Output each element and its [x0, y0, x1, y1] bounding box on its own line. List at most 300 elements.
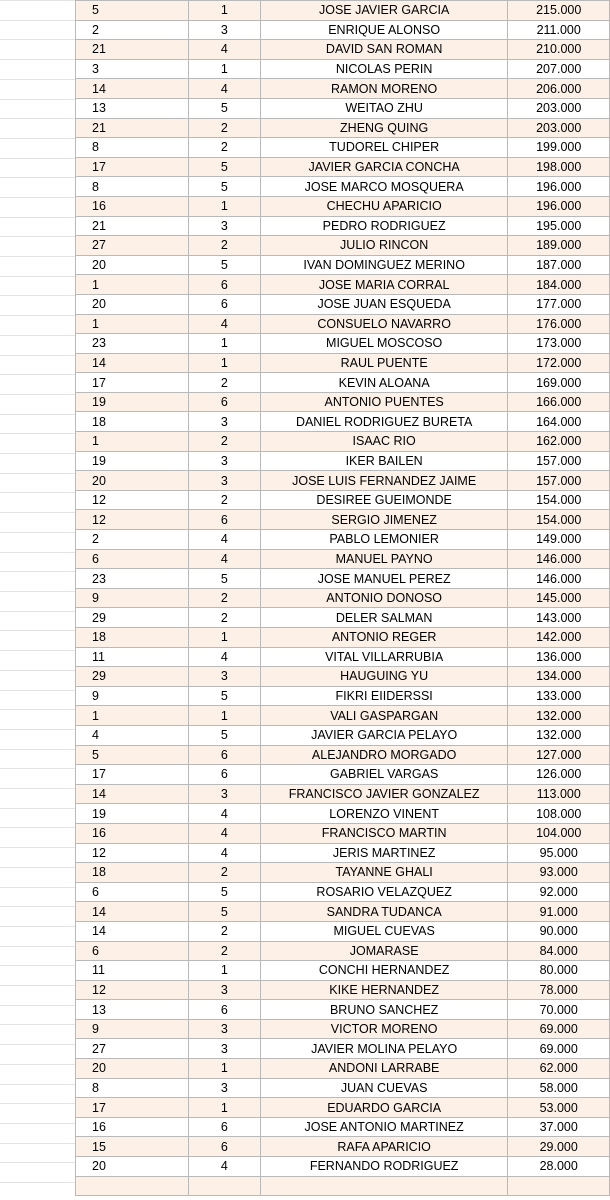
cell-player-name[interactable]: ANTONIO DONOSO [260, 588, 508, 608]
cell-table[interactable]: 1 [188, 1098, 260, 1118]
cell-player-name[interactable]: WEITAO ZHU [260, 98, 508, 118]
cell-group[interactable]: 12 [76, 843, 189, 863]
cell-group[interactable]: 18 [76, 412, 189, 432]
cell-points[interactable]: 133.000 [508, 686, 610, 706]
cell-player-name[interactable]: KIKE HERNANDEZ [260, 980, 508, 1000]
table-row [76, 373, 610, 393]
table-row [76, 471, 610, 491]
cell-player-name[interactable]: VALI GASPARGAN [260, 706, 508, 726]
cell-points[interactable]: 91.000 [508, 902, 610, 922]
cell-group[interactable]: 5 [76, 1, 189, 21]
cell-points[interactable]: 37.000 [508, 1117, 610, 1137]
cell-player-name[interactable]: JOSE MARIA CORRAL [260, 275, 508, 295]
table-row [76, 588, 610, 608]
cell-group[interactable]: 13 [76, 1000, 189, 1020]
cell-group[interactable]: 6 [76, 882, 189, 902]
cell-player-name[interactable]: ROSARIO VELAZQUEZ [260, 882, 508, 902]
cell-group[interactable]: 3 [76, 59, 189, 79]
table-row [76, 530, 610, 550]
cell-table[interactable]: 6 [188, 745, 260, 765]
cell-player-name[interactable]: FIKRI EIIDERSSI [260, 686, 508, 706]
cell-player-name[interactable]: ANTONIO REGER [260, 628, 508, 648]
cell-group[interactable]: 17 [76, 1098, 189, 1118]
table-row [76, 549, 610, 569]
cell-points[interactable]: 95.000 [508, 843, 610, 863]
cell-points[interactable]: 69.000 [508, 1019, 610, 1039]
cell-points[interactable]: 93.000 [508, 863, 610, 883]
cell-points[interactable]: 199.000 [508, 138, 610, 158]
cell-player-name[interactable]: ANDONI LARRABE [260, 1059, 508, 1079]
cell-group[interactable]: 9 [76, 1019, 189, 1039]
cell-table[interactable]: 2 [188, 118, 260, 138]
table-row [76, 412, 610, 432]
cell-group[interactable]: 23 [76, 334, 189, 354]
table-row [76, 921, 610, 941]
table-row [76, 157, 610, 177]
cell-group[interactable]: 9 [76, 686, 189, 706]
cell-points[interactable]: 69.000 [508, 1039, 610, 1059]
cell-table[interactable]: 6 [188, 765, 260, 785]
cell-points[interactable]: 196.000 [508, 177, 610, 197]
cell-table[interactable]: 2 [188, 432, 260, 452]
cell-group[interactable]: 17 [76, 373, 189, 393]
cell-player-name[interactable]: CONCHI HERNANDEZ [260, 961, 508, 981]
table-row [76, 138, 610, 158]
table-row [76, 275, 610, 295]
cell-points[interactable]: 154.000 [508, 510, 610, 530]
cell-player-name[interactable]: FERNANDO RODRIGUEZ [260, 1157, 508, 1177]
table-row [76, 510, 610, 530]
cell-points[interactable]: 164.000 [508, 412, 610, 432]
cell-points[interactable]: 184.000 [508, 275, 610, 295]
cell-table[interactable]: 3 [188, 1039, 260, 1059]
table-row [76, 1117, 610, 1137]
cell-group[interactable]: 21 [76, 40, 189, 60]
cell-table[interactable]: 6 [188, 275, 260, 295]
table-row [76, 1078, 610, 1098]
cell-player-name[interactable]: VITAL VILLARRUBIA [260, 647, 508, 667]
cell-group[interactable]: 8 [76, 1078, 189, 1098]
cell-table[interactable]: 3 [188, 1019, 260, 1039]
cell-group[interactable]: 12 [76, 490, 189, 510]
cell-group[interactable]: 17 [76, 157, 189, 177]
table-row [76, 1059, 610, 1079]
table-row [76, 255, 610, 275]
cell-player-name[interactable]: JUAN CUEVAS [260, 1078, 508, 1098]
cell-player-name[interactable]: LORENZO VINENT [260, 804, 508, 824]
cell-player-name[interactable]: JAVIER MOLINA PELAYO [260, 1039, 508, 1059]
cell-points[interactable]: 134.000 [508, 667, 610, 687]
cell-table[interactable]: 1 [188, 196, 260, 216]
cell-group[interactable]: 11 [76, 647, 189, 667]
cell-table[interactable]: 6 [188, 510, 260, 530]
cell-player-name[interactable]: JERIS MARTINEZ [260, 843, 508, 863]
table-row [76, 98, 610, 118]
cell-points[interactable]: 80.000 [508, 961, 610, 981]
cell-table[interactable]: 1 [188, 628, 260, 648]
cell-points[interactable]: 210.000 [508, 40, 610, 60]
cell-table[interactable]: 5 [188, 177, 260, 197]
cell-points[interactable]: 146.000 [508, 549, 610, 569]
cell-table[interactable]: 2 [188, 236, 260, 256]
table-row [76, 961, 610, 981]
cell-group[interactable]: 21 [76, 118, 189, 138]
ranking-table-body [76, 1, 610, 1196]
cell-group[interactable]: 19 [76, 392, 189, 412]
table-row [76, 569, 610, 589]
cell-table[interactable]: 6 [188, 392, 260, 412]
cell-group[interactable]: 23 [76, 569, 189, 589]
table-row [76, 177, 610, 197]
cell-points[interactable]: 172.000 [508, 353, 610, 373]
cell-table[interactable]: 2 [188, 490, 260, 510]
cell-player-name[interactable]: VICTOR MORENO [260, 1019, 508, 1039]
cell-points[interactable]: 92.000 [508, 882, 610, 902]
cell-group[interactable]: 16 [76, 1117, 189, 1137]
cell-table[interactable]: 5 [188, 569, 260, 589]
cell-group[interactable]: 14 [76, 902, 189, 922]
cell-player-name[interactable]: JOSE JAVIER GARCIA [260, 1, 508, 21]
cell-table[interactable]: 3 [188, 784, 260, 804]
table-row [76, 902, 610, 922]
cell-points[interactable]: 203.000 [508, 98, 610, 118]
cell-group[interactable]: 8 [76, 177, 189, 197]
table-row [76, 706, 610, 726]
cell-group[interactable]: 9 [76, 588, 189, 608]
cell-player-name[interactable]: JOMARASE [260, 941, 508, 961]
cell-points[interactable]: 176.000 [508, 314, 610, 334]
table-row [76, 647, 610, 667]
cell-points[interactable]: 145.000 [508, 588, 610, 608]
cell-points[interactable]: 53.000 [508, 1098, 610, 1118]
cell-points[interactable]: 162.000 [508, 432, 610, 452]
cell-player-name[interactable]: JULIO RINCON [260, 236, 508, 256]
cell-points[interactable]: 29.000 [508, 1137, 610, 1157]
cell-table[interactable]: 4 [188, 314, 260, 334]
cell-points[interactable]: 146.000 [508, 569, 610, 589]
cell-table[interactable]: 4 [188, 1157, 260, 1177]
cell-points[interactable]: 143.000 [508, 608, 610, 628]
cell-points[interactable]: 84.000 [508, 941, 610, 961]
cell-table[interactable]: 1 [188, 353, 260, 373]
cell-player-name[interactable]: PEDRO RODRIGUEZ [260, 216, 508, 236]
cell-player-name[interactable]: JOSE MANUEL PEREZ [260, 569, 508, 589]
cell-points[interactable]: 215.000 [508, 1, 610, 21]
cell-player-name[interactable]: RAUL PUENTE [260, 353, 508, 373]
cell-group[interactable]: 6 [76, 941, 189, 961]
cell-table[interactable]: 2 [188, 373, 260, 393]
cell-table[interactable]: 4 [188, 804, 260, 824]
cell-player-name[interactable]: PABLO LEMONIER [260, 530, 508, 550]
cell-points[interactable]: 132.000 [508, 706, 610, 726]
table-row [76, 941, 610, 961]
cell-player-name[interactable]: DANIEL RODRIGUEZ BURETA [260, 412, 508, 432]
cell-group[interactable]: 14 [76, 921, 189, 941]
table-row [76, 118, 610, 138]
cell-table[interactable]: 6 [188, 1137, 260, 1157]
table-row [76, 1137, 610, 1157]
cell-player-name[interactable]: BRUNO SANCHEZ [260, 1000, 508, 1020]
cell-table[interactable]: 4 [188, 40, 260, 60]
cell-group[interactable]: 1 [76, 314, 189, 334]
cell-group[interactable]: 18 [76, 628, 189, 648]
cell-group[interactable]: 29 [76, 667, 189, 687]
cell-player-name[interactable]: JOSE ANTONIO MARTINEZ [260, 1117, 508, 1137]
table-row [76, 334, 610, 354]
cell-table[interactable]: 3 [188, 216, 260, 236]
cell-group[interactable]: 13 [76, 98, 189, 118]
cell-group[interactable]: 12 [76, 510, 189, 530]
cell-player-name[interactable]: GABRIEL VARGAS [260, 765, 508, 785]
cell-group[interactable]: 2 [76, 20, 189, 40]
cell-points[interactable]: 173.000 [508, 334, 610, 354]
cell-table[interactable]: 5 [188, 686, 260, 706]
cell-group[interactable]: 20 [76, 255, 189, 275]
cell-player-name[interactable]: FRANCISCO JAVIER GONZALEZ [260, 784, 508, 804]
cell-player-name[interactable]: TUDOREL CHIPER [260, 138, 508, 158]
cell-table[interactable]: 1 [188, 706, 260, 726]
cell-player-name[interactable]: MIGUEL CUEVAS [260, 921, 508, 941]
cell-group[interactable]: 11 [76, 961, 189, 981]
cell-table[interactable]: 6 [188, 294, 260, 314]
table-row [76, 1000, 610, 1020]
cell-group[interactable]: 18 [76, 863, 189, 883]
cell-points[interactable]: 169.000 [508, 373, 610, 393]
cell-table[interactable]: 4 [188, 843, 260, 863]
cell-player-name[interactable]: ZHENG QUING [260, 118, 508, 138]
cell-group[interactable]: 27 [76, 1039, 189, 1059]
cell-player-name[interactable]: JOSE LUIS FERNANDEZ JAIME [260, 471, 508, 491]
cell-table[interactable]: 3 [188, 980, 260, 1000]
cell-player-name[interactable]: CONSUELO NAVARRO [260, 314, 508, 334]
table-row [76, 1176, 610, 1196]
cell-group[interactable]: 2 [76, 530, 189, 550]
table-row [76, 294, 610, 314]
cell-group[interactable]: 1 [76, 275, 189, 295]
cell-player-name[interactable]: JAVIER GARCIA PELAYO [260, 725, 508, 745]
cell-player-name[interactable]: DESIREE GUEIMONDE [260, 490, 508, 510]
cell-table[interactable]: 3 [188, 412, 260, 432]
cell-table[interactable]: 2 [188, 921, 260, 941]
cell-player-name[interactable]: SANDRA TUDANCA [260, 902, 508, 922]
cell-player-name[interactable]: ANTONIO PUENTES [260, 392, 508, 412]
cell-points[interactable]: 104.000 [508, 823, 610, 843]
cell-player-name[interactable]: KEVIN ALOANA [260, 373, 508, 393]
cell-group[interactable]: 19 [76, 451, 189, 471]
cell-table[interactable]: 5 [188, 98, 260, 118]
cell-points[interactable]: 206.000 [508, 79, 610, 99]
cell-player-name[interactable]: TAYANNE GHALI [260, 863, 508, 883]
cell-group[interactable]: 17 [76, 765, 189, 785]
cell-group[interactable]: 21 [76, 216, 189, 236]
table-row [76, 20, 610, 40]
cell-group[interactable]: 16 [76, 823, 189, 843]
cell-group[interactable]: 15 [76, 1137, 189, 1157]
cell-table[interactable]: 4 [188, 549, 260, 569]
cell-table[interactable]: 5 [188, 255, 260, 275]
cell-player-name[interactable]: CHECHU APARICIO [260, 196, 508, 216]
table-row [76, 784, 610, 804]
cell-table[interactable]: 4 [188, 530, 260, 550]
cell-player-name[interactable]: IKER BAILEN [260, 451, 508, 471]
cell-points[interactable]: 177.000 [508, 294, 610, 314]
table-row [76, 1098, 610, 1118]
cell-player-name[interactable]: EDUARDO GARCIA [260, 1098, 508, 1118]
cell-points[interactable]: 78.000 [508, 980, 610, 1000]
table-row [76, 765, 610, 785]
cell-group[interactable]: 20 [76, 294, 189, 314]
cell-group[interactable]: 14 [76, 784, 189, 804]
cell-table[interactable]: 6 [188, 1117, 260, 1137]
table-row [76, 667, 610, 687]
table-row [76, 608, 610, 628]
cell-table[interactable]: 3 [188, 1078, 260, 1098]
cell-group[interactable]: 12 [76, 980, 189, 1000]
cell-points[interactable]: 126.000 [508, 765, 610, 785]
cell-player-name[interactable]: JOSE MARCO MOSQUERA [260, 177, 508, 197]
cell-points[interactable]: 196.000 [508, 196, 610, 216]
cell-group[interactable] [76, 1176, 189, 1196]
table-row [76, 196, 610, 216]
cell-group[interactable]: 20 [76, 1059, 189, 1079]
cell-points[interactable]: 108.000 [508, 804, 610, 824]
cell-group[interactable]: 29 [76, 608, 189, 628]
cell-player-name[interactable]: DAVID SAN ROMAN [260, 40, 508, 60]
cell-group[interactable]: 4 [76, 725, 189, 745]
cell-table[interactable]: 4 [188, 79, 260, 99]
cell-table[interactable]: 1 [188, 59, 260, 79]
cell-table[interactable]: 2 [188, 863, 260, 883]
cell-points[interactable]: 198.000 [508, 157, 610, 177]
table-row [76, 882, 610, 902]
cell-table[interactable]: 6 [188, 1000, 260, 1020]
cell-points[interactable] [508, 1176, 610, 1196]
cell-points[interactable]: 187.000 [508, 255, 610, 275]
table-row [76, 686, 610, 706]
cell-table[interactable]: 5 [188, 725, 260, 745]
cell-player-name[interactable]: ALEJANDRO MORGADO [260, 745, 508, 765]
cell-points[interactable]: 166.000 [508, 392, 610, 412]
cell-table[interactable]: 4 [188, 647, 260, 667]
cell-group[interactable]: 1 [76, 706, 189, 726]
cell-points[interactable]: 28.000 [508, 1157, 610, 1177]
cell-player-name[interactable]: JOSE JUAN ESQUEDA [260, 294, 508, 314]
cell-group[interactable]: 16 [76, 196, 189, 216]
cell-player-name[interactable]: MANUEL PAYNO [260, 549, 508, 569]
table-row [76, 392, 610, 412]
cell-player-name[interactable]: IVAN DOMINGUEZ MERINO [260, 255, 508, 275]
cell-table[interactable] [188, 1176, 260, 1196]
cell-points[interactable]: 113.000 [508, 784, 610, 804]
cell-points[interactable]: 157.000 [508, 451, 610, 471]
cell-player-name[interactable]: RAMON MORENO [260, 79, 508, 99]
cell-table[interactable]: 2 [188, 138, 260, 158]
cell-points[interactable]: 207.000 [508, 59, 610, 79]
cell-player-name[interactable]: ENRIQUE ALONSO [260, 20, 508, 40]
cell-points[interactable]: 203.000 [508, 118, 610, 138]
cell-points[interactable]: 62.000 [508, 1059, 610, 1079]
cell-group[interactable]: 14 [76, 79, 189, 99]
cell-group[interactable]: 1 [76, 432, 189, 452]
cell-table[interactable]: 1 [188, 1, 260, 21]
cell-table[interactable]: 1 [188, 961, 260, 981]
cell-points[interactable]: 154.000 [508, 490, 610, 510]
cell-points[interactable]: 90.000 [508, 921, 610, 941]
cell-points[interactable]: 211.000 [508, 20, 610, 40]
cell-table[interactable]: 3 [188, 20, 260, 40]
cell-points[interactable]: 127.000 [508, 745, 610, 765]
cell-table[interactable]: 2 [188, 588, 260, 608]
cell-player-name[interactable]: NICOLAS PERIN [260, 59, 508, 79]
cell-group[interactable]: 6 [76, 549, 189, 569]
cell-table[interactable]: 2 [188, 941, 260, 961]
cell-player-name[interactable]: ISAAC RIO [260, 432, 508, 452]
table-row [76, 1157, 610, 1177]
table-row [76, 745, 610, 765]
table-row [76, 980, 610, 1000]
cell-table[interactable]: 3 [188, 667, 260, 687]
cell-table[interactable]: 5 [188, 902, 260, 922]
table-row [76, 432, 610, 452]
table-row [76, 236, 610, 256]
cell-player-name[interactable]: SERGIO JIMENEZ [260, 510, 508, 530]
cell-points[interactable]: 149.000 [508, 530, 610, 550]
table-row [76, 353, 610, 373]
table-row [76, 863, 610, 883]
table-row [76, 490, 610, 510]
cell-group[interactable]: 14 [76, 353, 189, 373]
cell-group[interactable]: 5 [76, 745, 189, 765]
cell-group[interactable]: 19 [76, 804, 189, 824]
cell-points[interactable]: 132.000 [508, 725, 610, 745]
cell-player-name[interactable]: DELER SALMAN [260, 608, 508, 628]
table-row [76, 59, 610, 79]
cell-table[interactable]: 3 [188, 451, 260, 471]
cell-points[interactable]: 195.000 [508, 216, 610, 236]
table-row [76, 40, 610, 60]
cell-player-name[interactable]: FRANCISCO MARTIN [260, 823, 508, 843]
cell-player-name[interactable]: JAVIER GARCIA CONCHA [260, 157, 508, 177]
cell-group[interactable]: 27 [76, 236, 189, 256]
cell-points[interactable]: 189.000 [508, 236, 610, 256]
cell-points[interactable]: 136.000 [508, 647, 610, 667]
ranking-table [75, 0, 610, 1196]
table-row [76, 628, 610, 648]
cell-points[interactable]: 142.000 [508, 628, 610, 648]
cell-player-name[interactable]: RAFA APARICIO [260, 1137, 508, 1157]
table-row [76, 725, 610, 745]
cell-points[interactable]: 70.000 [508, 1000, 610, 1020]
table-row [76, 451, 610, 471]
cell-table[interactable]: 5 [188, 882, 260, 902]
cell-table[interactable]: 2 [188, 608, 260, 628]
cell-player-name[interactable] [260, 1176, 508, 1196]
cell-points[interactable]: 157.000 [508, 471, 610, 491]
cell-table[interactable]: 5 [188, 157, 260, 177]
cell-points[interactable]: 58.000 [508, 1078, 610, 1098]
cell-player-name[interactable]: MIGUEL MOSCOSO [260, 334, 508, 354]
cell-table[interactable]: 1 [188, 1059, 260, 1079]
cell-group[interactable]: 20 [76, 471, 189, 491]
cell-group[interactable]: 8 [76, 138, 189, 158]
cell-group[interactable]: 20 [76, 1157, 189, 1177]
cell-table[interactable]: 3 [188, 471, 260, 491]
table-row [76, 1019, 610, 1039]
cell-player-name[interactable]: HAUGUING YU [260, 667, 508, 687]
cell-table[interactable]: 4 [188, 823, 260, 843]
table-row [76, 843, 610, 863]
cell-table[interactable]: 1 [188, 334, 260, 354]
